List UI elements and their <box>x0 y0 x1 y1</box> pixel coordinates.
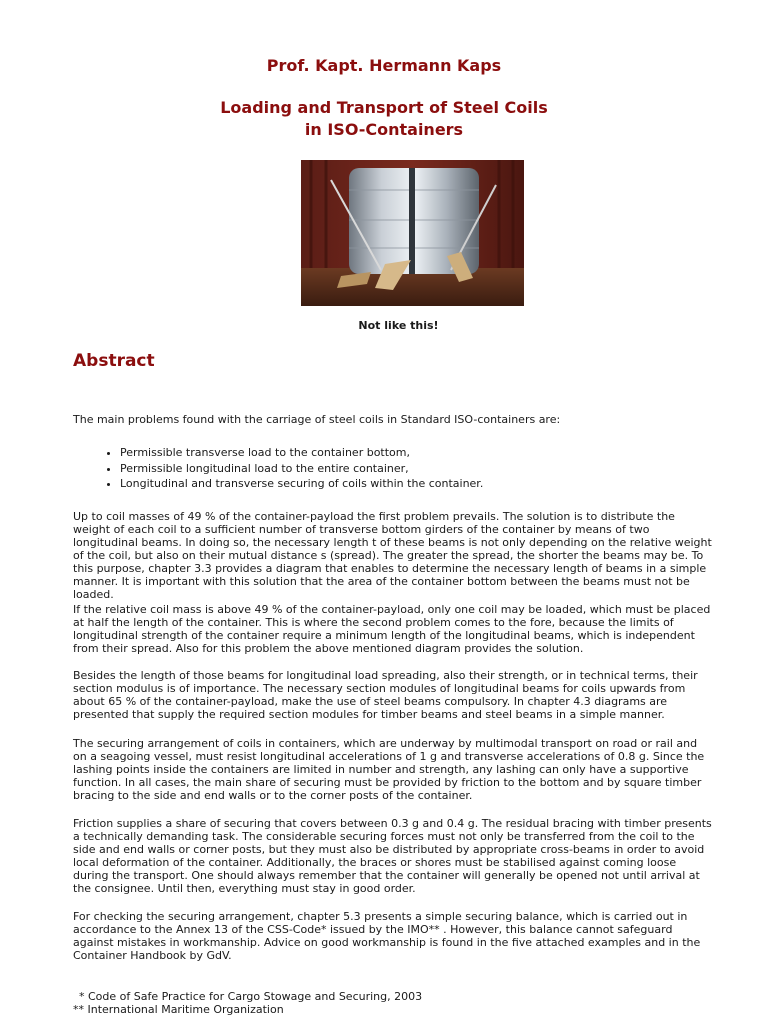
figure-caption: Not like this! <box>358 319 439 332</box>
footnote-css-code: * Code of Safe Practice for Cargo Stowage and Securing, 2003 <box>79 990 423 1003</box>
list-item: • Permissible longitudinal load to the entire container, <box>120 461 760 477</box>
paragraph-beam-length: Up to coil masses of 49 % of the container-payload the first problem prevails. The solution is to distribute the weight of each coil to a sufficient number of transverse bottom girders of the container by means of two longitudinal beams. In doing so, the necessary length t of these beams is not only depending on the relative weight of the coil, but also on their mutual distance s (spread). The greater the spread, the shorter the beams may be. To this purpose, chapter 3.3 provides a diagram that enables to determine the necessary length of beams in a simple manner. It is important with this solution that the area of the container bottom between the beams must not be loaded. <box>73 510 712 601</box>
title-line-2: in ISO-Containers <box>304 120 464 139</box>
footnotes <box>73 990 713 1016</box>
paragraph-friction: Friction supplies a share of securing that covers between 0.3 g and 0.4 g. The residual bracing with timber presents a technically demanding task. The considerable securing forces must not only be transferred from the coil to the side and end walls or corner posts, but they must also be distributed by appropriate cross-beams in order to avoid local deformation of the container. Additionally, the braces or shores must be stabilised against coming loose during the transport. One should always remember that the container will generally be opened not until arrival at the consignee. Until then, everything must stay in good order. <box>73 817 712 895</box>
abstract-heading: Abstract <box>73 351 155 371</box>
list-item: • Longitudinal and transverse securing of coils within the container. <box>120 476 760 492</box>
document-title <box>0 97 768 141</box>
paragraph-securing-arrangement: The securing arrangement of coils in containers, which are underway by multimodal transport on road or rail and on a seagoing vessel, must resist longitudinal accelerations of 1 g and transverse accelerations of 0.8 g. Since the lashing points inside the containers are limited in number and strength, any lashing can only have a supportive function. In all cases, the main share of securing must be provided by friction to the bottom and by square timber bracing to the side and end walls or to the corner posts of the container. <box>73 737 705 802</box>
paragraph-single-coil: If the relative coil mass is above 49 % of the container-payload, only one coil may be loaded, which must be placed at half the length of the container. This is where the second problem comes to the fore, because the limits of longitudinal strength of the container require a minimum length of the longitudinal beams, which is independent from their spread. Also for this problem the above mentioned diagram provides the solution. <box>73 603 711 655</box>
footnote-imo: ** International Maritime Organization <box>73 1003 284 1016</box>
abstract-intro: The main problems found with the carriage of steel coils in Standard ISO-containers are: <box>73 413 561 426</box>
list-item: • Permissible transverse load to the container bottom, <box>120 445 760 461</box>
title-line-1: Loading and Transport of Steel Coils <box>220 98 548 117</box>
paragraph-securing-balance: For checking the securing arrangement, chapter 5.3 presents a simple securing balance, which is carried out in accordance to the Annex 13 of the CSS-Code* issued by the IMO** . However, this balance cannot safeguard against mistakes in workmanship. Advice on good workmanship is found in the five attached examples and in the Container Handbook by GdV. <box>73 910 701 962</box>
steel-coil-photo <box>301 160 524 306</box>
author-name: Prof. Kapt. Hermann Kaps <box>266 56 502 75</box>
problem-list <box>73 445 760 492</box>
paragraph-section-modulus: Besides the length of those beams for longitudinal load spreading, also their strength, or in technical terms, their section modulus is of importance. The necessary section modules of longitudinal beams for coils upwards from about 65 % of the container-payload, make the use of steel beams compulsory. In chapter 4.3 diagrams are presented that supply the required section modules for timber beams and steel beams in a simple manner. <box>73 669 698 721</box>
